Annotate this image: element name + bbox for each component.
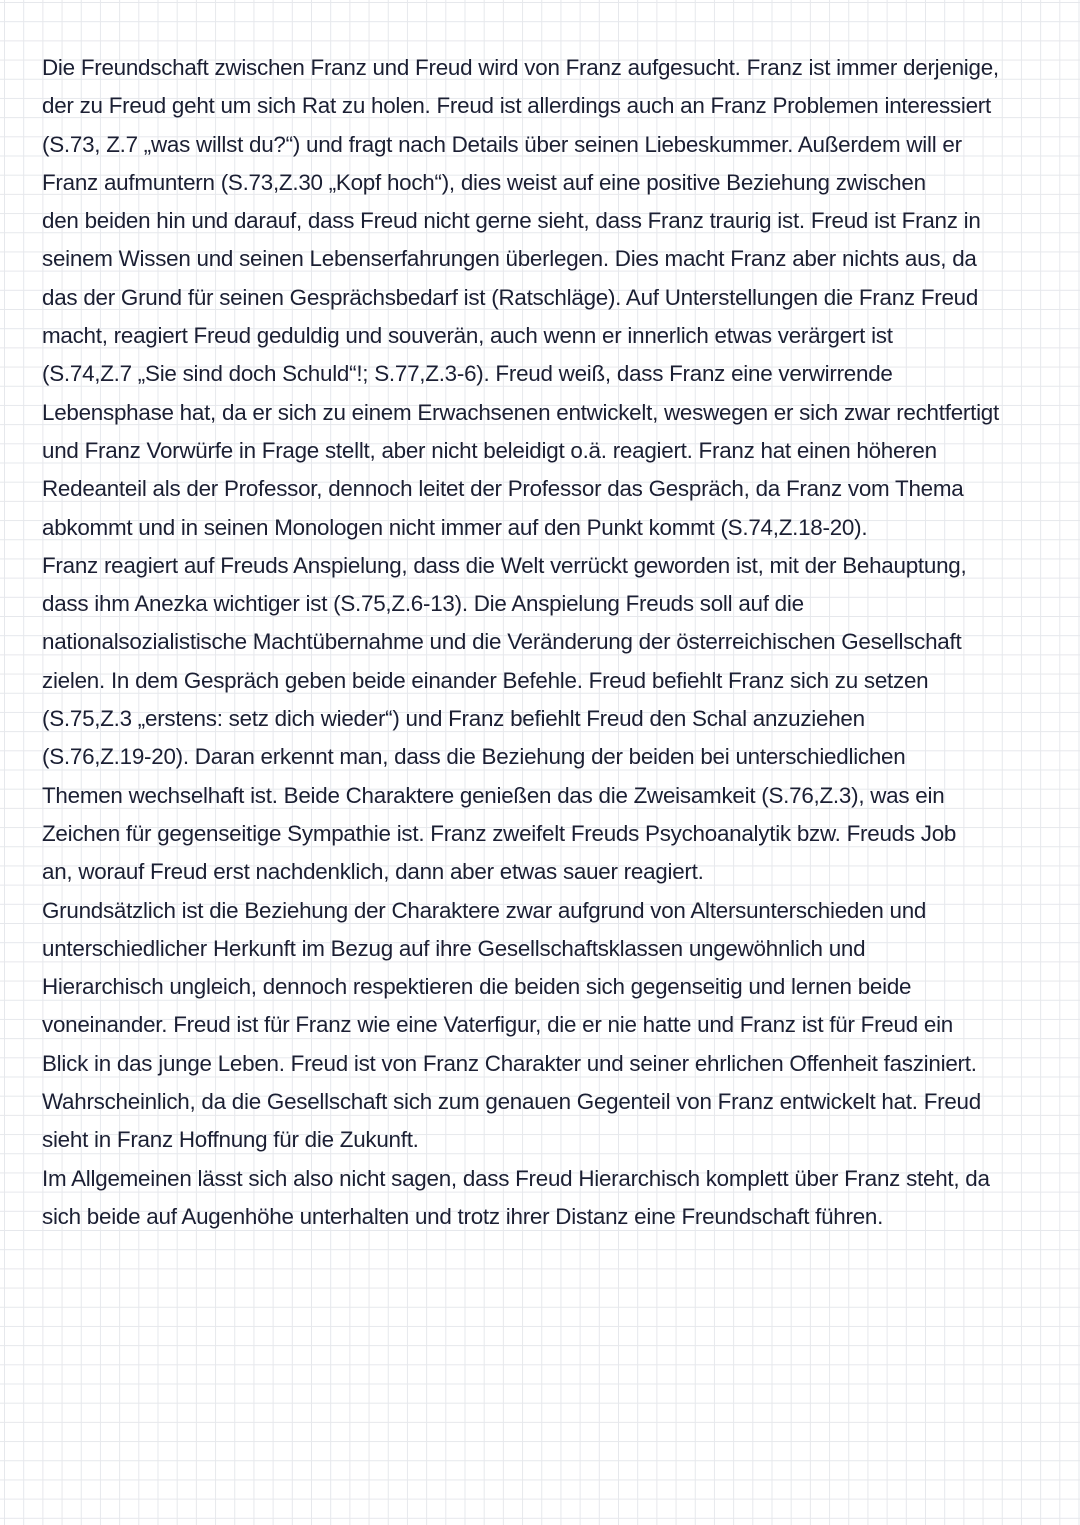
text-line: Blick in das junge Leben. Freud ist von Franz Charakter und seiner ehrlichen Offenheit fasziniert. <box>42 1050 977 1076</box>
text-line: (S.73, Z.7 „was willst du?“) und fragt nach Details über seinen Liebeskummer. Außerdem will er <box>42 131 962 157</box>
text-line: unterschiedlicher Herkunft im Bezug auf ihre Gesellschaftsklassen ungewöhnlich und <box>42 935 866 961</box>
text-line: (S.76,Z.19-20). Daran erkennt man, dass die Beziehung der beiden bei unterschiedlichen <box>42 744 906 770</box>
text-line: sich beide auf Augenhöhe unterhalten und trotz ihrer Distanz eine Freundschaft führen. <box>42 1203 884 1229</box>
text-line: nationalsozialistische Machtübernahme und die Veränderung der österreichischen Gesellschaft <box>42 629 962 655</box>
text-line: Grundsätzlich ist die Beziehung der Charaktere zwar aufgrund von Altersunterschieden und <box>42 897 927 923</box>
text-line: macht, reagiert Freud geduldig und souverän, auch wenn er innerlich etwas verärgert ist <box>42 323 893 349</box>
text-line: Franz reagiert auf Freuds Anspielung, dass die Welt verrückt geworden ist, mit der Behauptung, <box>42 552 967 578</box>
handwritten-essay <box>42 49 1042 1236</box>
text-line: Redeanteil als der Professor, dennoch leitet der Professor das Gespräch, da Franz vom Thema <box>42 476 964 502</box>
text-line: (S.74,Z.7 „Sie sind doch Schuld“!; S.77,Z.3-6). Freud weiß, dass Franz eine verwirrende <box>42 361 893 387</box>
text-line: an, worauf Freud erst nachdenklich, dann aber etwas sauer reagiert. <box>42 859 704 885</box>
text-line: und Franz Vorwürfe in Frage stellt, aber nicht beleidigt o.ä. reagiert. Franz hat einen höheren <box>42 437 937 463</box>
text-line: Lebensphase hat, da er sich zu einem Erwachsenen entwickelt, weswegen er sich zwar rechtfertigt <box>42 399 999 425</box>
text-line: Franz aufmuntern (S.73,Z.30 „Kopf hoch“), dies weist auf eine positive Beziehung zwischen <box>42 169 926 195</box>
text-line: Wahrscheinlich, da die Gesellschaft sich zum genauen Gegenteil von Franz entwickelt hat. Freud <box>42 1089 981 1115</box>
text-line: voneinander. Freud ist für Franz wie eine Vaterfigur, die er nie hatte und Franz ist für Freud ein <box>42 1012 954 1038</box>
text-line: das der Grund für seinen Gesprächsbedarf ist (Ratschläge). Auf Unterstellungen die Franz Freud <box>42 284 979 310</box>
text-line: den beiden hin und darauf, dass Freud nicht gerne sieht, dass Franz traurig ist. Freud ist Franz in <box>42 208 981 234</box>
text-line: der zu Freud geht um sich Rat zu holen. Freud ist allerdings auch an Franz Problemen interessiert <box>42 93 991 119</box>
text-line: dass ihm Anezka wichtiger ist (S.75,Z.6-13). Die Anspielung Freuds soll auf die <box>42 591 804 617</box>
text-line: Zeichen für gegenseitige Sympathie ist. Franz zweifelt Freuds Psychoanalytik bzw. Freuds Job <box>42 820 957 846</box>
text-line: zielen. In dem Gespräch geben beide einander Befehle. Freud befiehlt Franz sich zu setzen <box>42 667 929 693</box>
text-line: (S.75,Z.3 „erstens: setz dich wieder“) und Franz befiehlt Freud den Schal anzuziehen <box>42 706 865 732</box>
text-line: Die Freundschaft zwischen Franz und Freud wird von Franz aufgesucht. Franz ist immer derjenige, <box>42 55 999 80</box>
text-line: abkommt und in seinen Monologen nicht immer auf den Punkt kommt (S.74,Z.18-20). <box>42 514 868 540</box>
text-line: Hierarchisch ungleich, dennoch respektieren die beiden sich gegenseitig und lernen beide <box>42 974 912 1000</box>
text-line: sieht in Franz Hoffnung für die Zukunft. <box>42 1127 419 1153</box>
text-line: Im Allgemeinen lässt sich also nicht sagen, dass Freud Hierarchisch komplett über Franz steht, da <box>42 1165 990 1191</box>
text-line: Themen wechselhaft ist. Beide Charaktere genießen das die Zweisamkeit (S.76,Z.3), was ein <box>42 782 945 808</box>
text-line: seinem Wissen und seinen Lebenserfahrungen überlegen. Dies macht Franz aber nichts aus, da <box>42 246 977 272</box>
